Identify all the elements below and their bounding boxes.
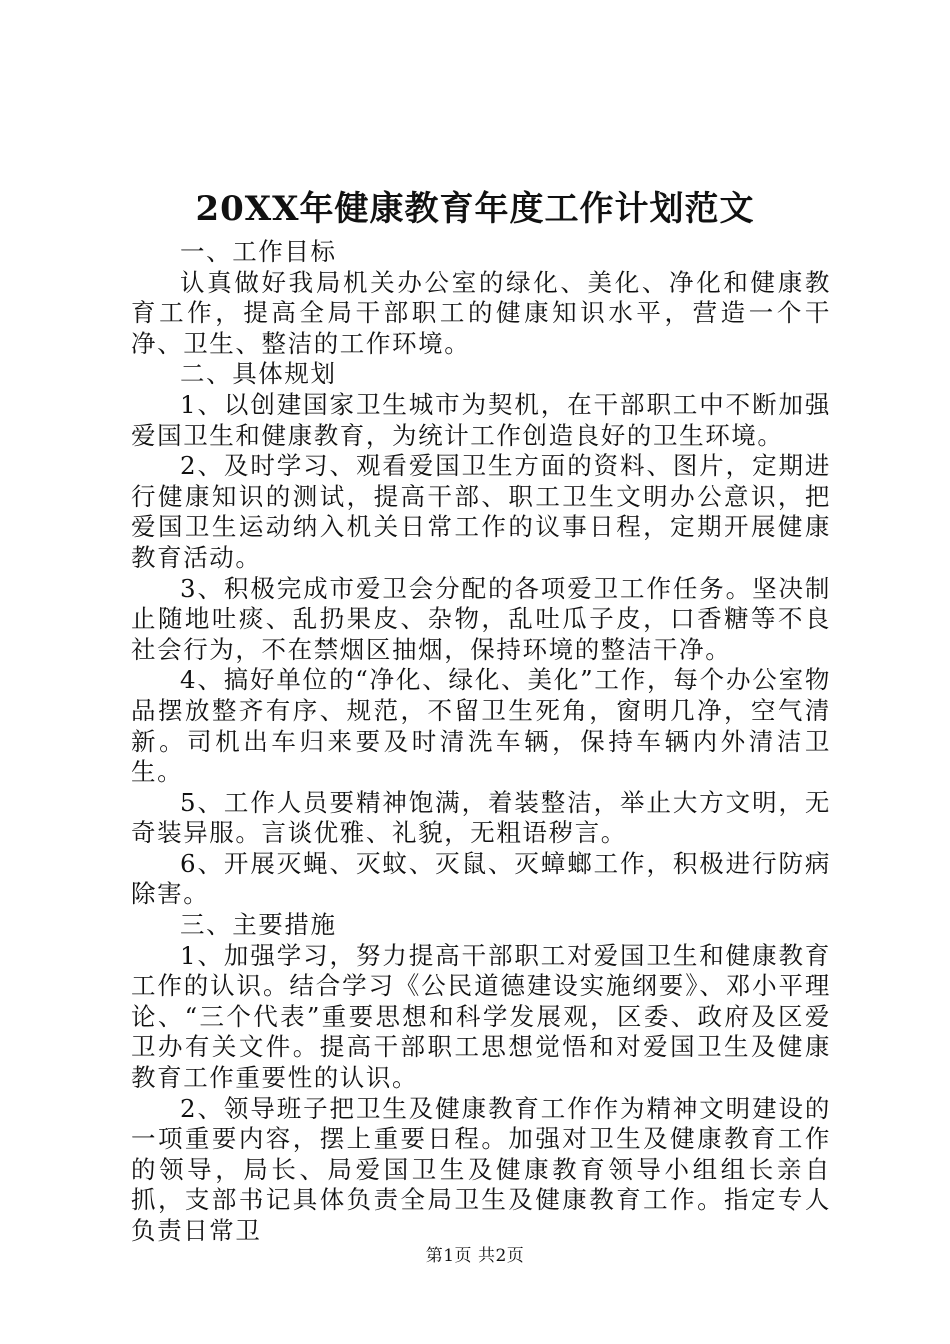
section-heading-goals: 一、工作目标 [180, 237, 337, 266]
section-heading-plan: 二、具体规划 [180, 359, 337, 389]
page-footer: 第1页 共2页 [425, 1246, 525, 1266]
paragraph-goals: 认真做好我局机关办公室的绿化、美化、净化和健康教育工作，提高全局干部职工的健康知识水平，营造一个干净、卫生、整洁的工作环境。 [131, 267, 831, 358]
paragraph-measures-1: 1、加强学习，努力提高干部职工对爱国卫生和健康教育工作的认识。结合学习《公民道德建设实施纲要》、邓小平理论、“三个代表”重要思想和科学发展观，区委、政府及区爱卫办有关文件。提高干部职工思想觉悟和对爱国卫生及健康教育工作重要性的认识。 [131, 940, 831, 1093]
paragraph-plan-5: 5、工作人员要精神饱满，着装整洁，举止大方文明，无奇装异服。言谈优雅、礼貌，无粗语秽言。 [131, 787, 831, 848]
paragraph-measures-2: 2、领导班子把卫生及健康教育工作作为精神文明建设的一项重要内容，摆上重要日程。加强对卫生及健康教育工作的领导，局长、局爱国卫生及健康教育领导小组组长亲自抓，支部书记具体负责全局卫生及健康教育工作。指定专人负责日常卫 [131, 1093, 831, 1245]
paragraph-plan-3: 3、积极完成市爱卫会分配的各项爱卫工作任务。坚决制止随地吐痰、乱扔果皮、杂物，乱吐瓜子皮，口香糖等不良社会行为，不在禁烟区抽烟，保持环境的整洁干净。 [131, 573, 831, 664]
paragraph-plan-1: 1、以创建国家卫生城市为契机，在干部职工中不断加强爱国卫生和健康教育，为统计工作创造良好的卫生环境。 [131, 389, 831, 450]
section-heading-measures: 三、主要措施 [180, 910, 337, 940]
document-body [131, 237, 831, 1247]
paragraph-plan-4: 4、搞好单位的“净化、绿化、美化”工作，每个办公室物品摆放整齐有序、规范，不留卫生死角，窗明几净，空气清新。司机出车归来要及时清洗车辆，保持车辆内外清洁卫生。 [131, 665, 831, 787]
paragraph-plan-6: 6、开展灭蝇、灭蚊、灭鼠、灭蟑螂工作，积极进行防病除害。 [131, 848, 831, 909]
paragraph-plan-2: 2、及时学习、观看爱国卫生方面的资料、图片，定期进行健康知识的测试，提高干部、职工卫生文明办公意识，把爱国卫生运动纳入机关日常工作的议事日程，定期开展健康教育活动。 [131, 451, 831, 572]
document-title: 20XX年健康教育年度工作计划范文 [195, 189, 755, 229]
